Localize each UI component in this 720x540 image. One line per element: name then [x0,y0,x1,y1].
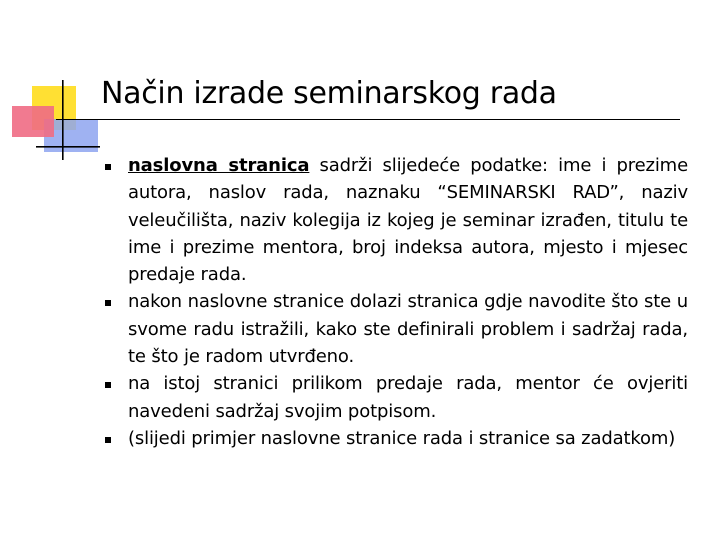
bullet-emphasis: naslovna stranica [128,155,310,176]
bullet-list [100,152,688,452]
title-decoration [0,0,100,170]
bullet-text: nakon naslovne stranice dolazi stranica gdje navodite što ste u svome radu istražili, kako ste definirali problem i sadržaj rada, te što je radom utvrđeno. [128,291,688,368]
bullet-text: sadrži slijedeće podatke: ime i prezime autora, naslov rada, naznaku “SEMINARSKI RAD”, naziv veleučilišta, naziv kolegija iz kojeg je seminar izrađen, titulu te ime i prezime mentora, broj indeksa autora, mjesto i mjesec predaje rada. [128,155,688,286]
bullet-item-research-page [100,288,688,370]
bullet-marker-icon [105,164,111,170]
bullet-marker-icon [105,300,111,306]
bullet-item-example-note [100,425,688,452]
bullet-text: na istoj stranici prilikom predaje rada, mentor će ovjeriti navedeni sadržaj svojim potpisom. [128,373,688,422]
decor-horizontal-line [36,146,100,148]
bullet-marker-icon [105,437,111,443]
bullet-text: (slijedi primjer naslovne stranice rada i stranice sa zadatkom) [128,427,676,449]
decor-vertical-line [62,80,64,160]
title-underline [56,119,680,120]
bullet-item-mentor-signature [100,370,688,425]
slide-title: Način izrade seminarskog rada [101,76,557,111]
bullet-item-title-page [100,152,688,288]
bullet-marker-icon [105,382,111,388]
decor-red-square [12,106,54,137]
